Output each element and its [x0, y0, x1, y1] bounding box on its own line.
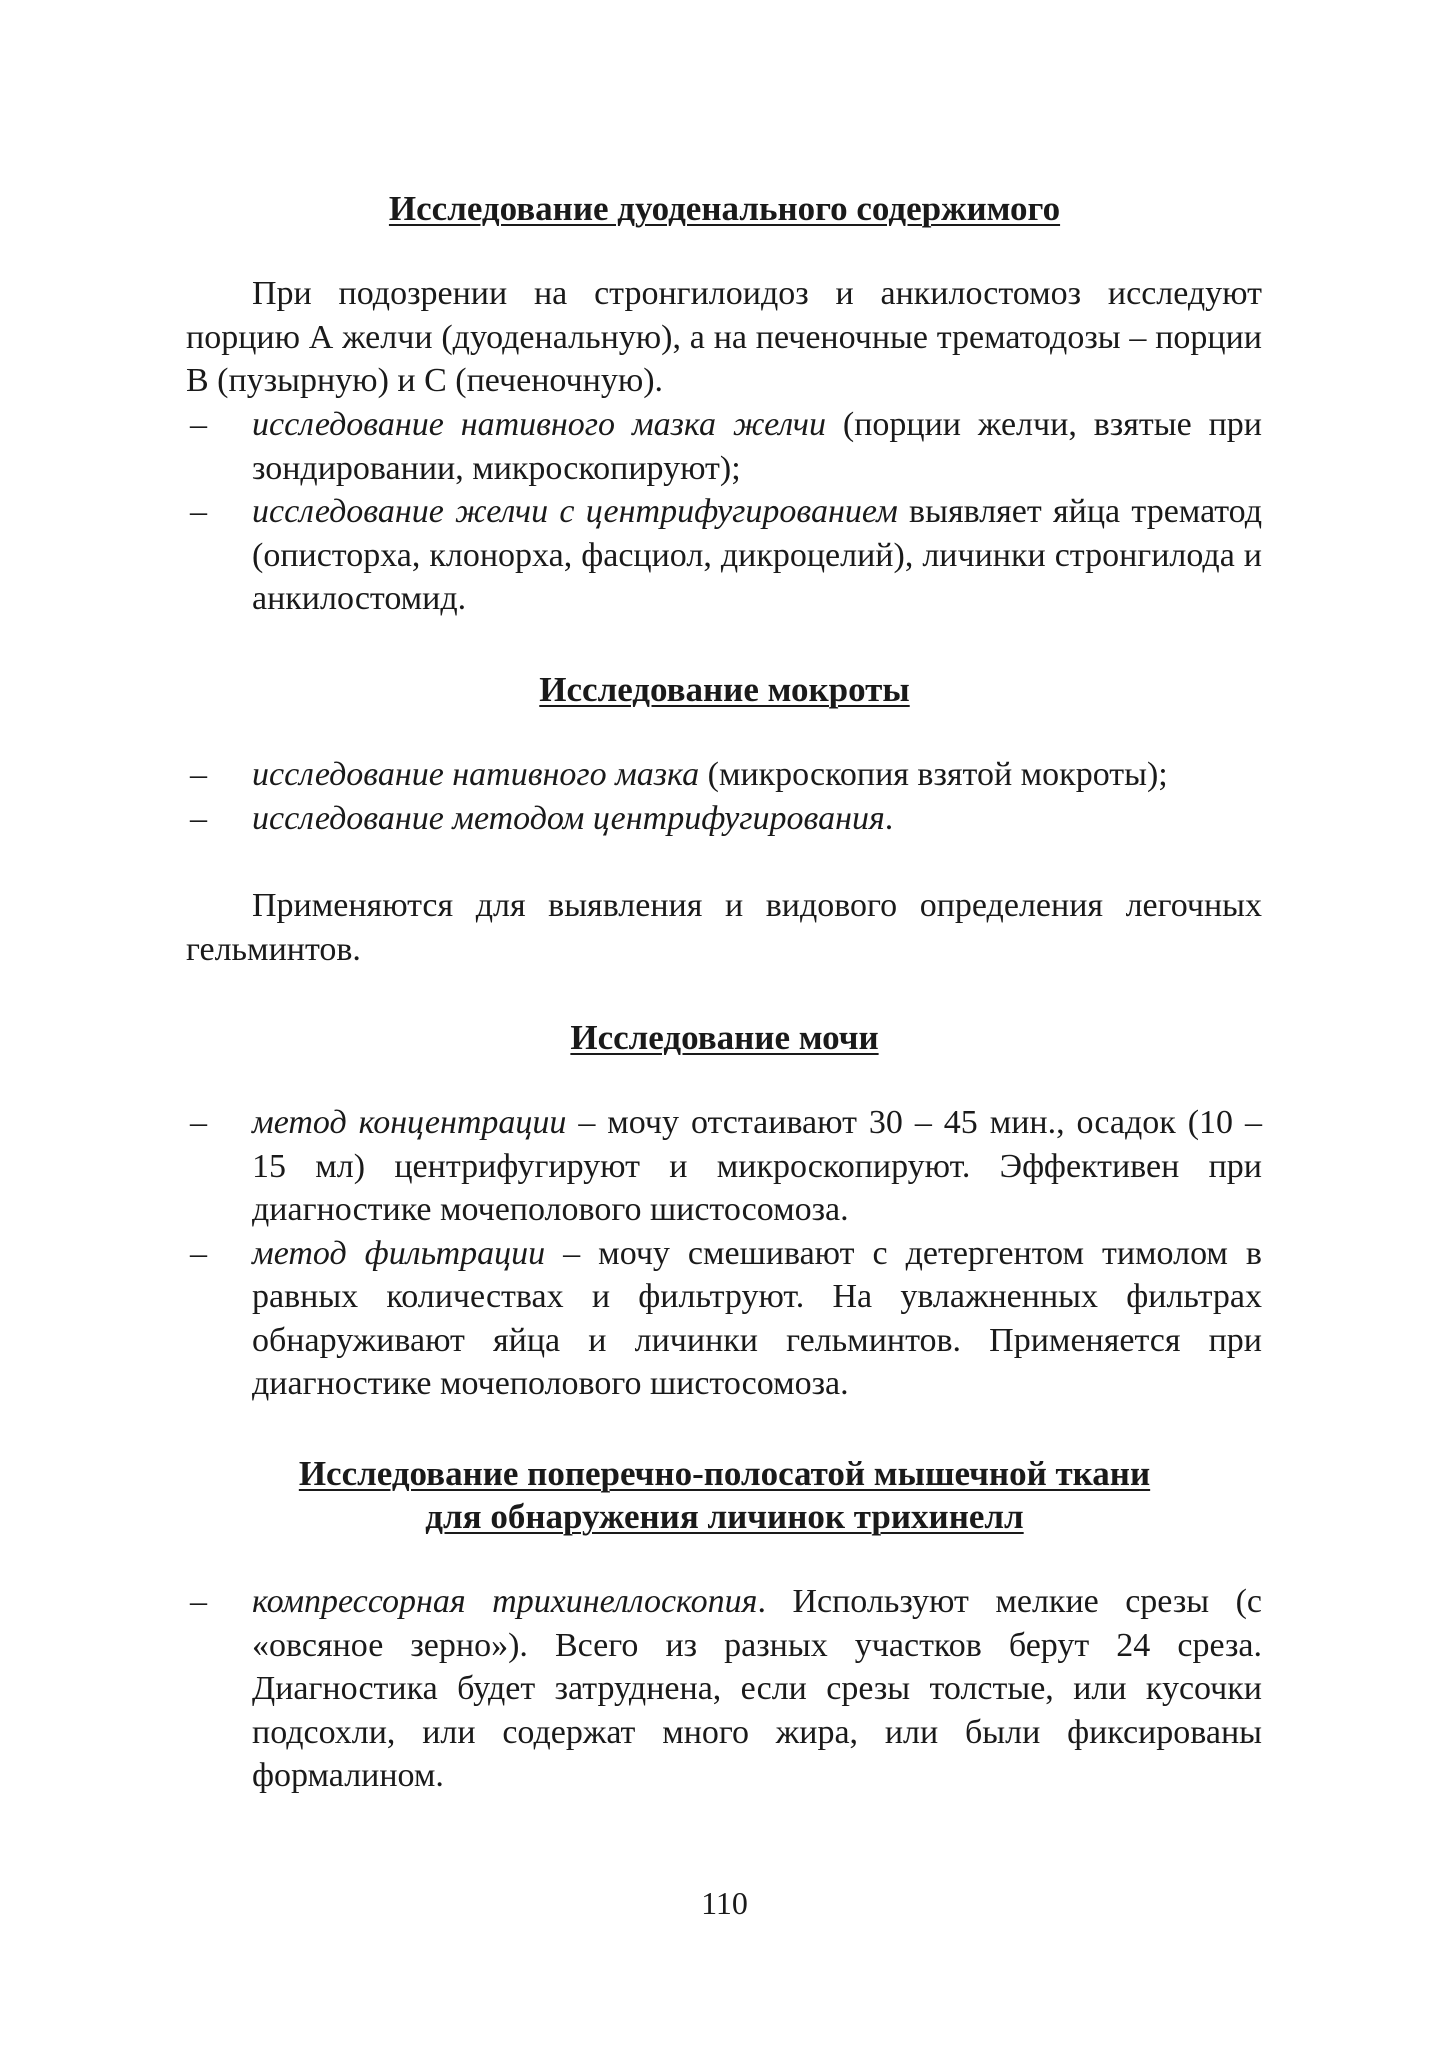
list-item-term: исследование нативного мазка: [252, 756, 700, 793]
list-duodenal: [186, 403, 1262, 621]
list-item-term: исследование желчи с центрифугированием: [252, 493, 898, 530]
list-dash: –: [190, 756, 207, 793]
section-heading-urine: Исследование мочи: [570, 1018, 879, 1057]
list-item-term: исследование методом центрифугирования: [252, 799, 885, 837]
paragraph-sputum-outro: Применяются для выявления и видового определения легочных гельминтов.: [186, 887, 1262, 968]
list-item: [186, 403, 1262, 490]
list-item: [186, 490, 1262, 621]
list-item-text: (порции желчи, взятые при зондировании, микроскопируют);: [252, 406, 1262, 487]
section-heading-sputum: Исследование мокроты: [539, 670, 910, 709]
list-item-term: исследование нативного мазка желчи: [252, 406, 826, 443]
list-item: [186, 753, 1262, 797]
list-item-text: – мочу отстаивают 30 – 45 мин., осадок (10 – 15 мл) центрифугируют и микроскопируют. Эффективен при диагностике мочеполового шистосомоза.: [252, 1104, 1262, 1228]
page-number: 110: [701, 1885, 748, 1921]
list-dash: –: [190, 1583, 207, 1620]
list-item-term: метод концентрации: [252, 1104, 567, 1141]
list-item-text: . Используют мелкие срезы (с «овсяное зерно»). Всего из разных участков берут 24 среза. Диагностика будет затруднена, если срезы толстые, или кусочки подсохли, или содержат много жира, или были фиксированы формалином.: [252, 1583, 1262, 1794]
list-item: [186, 797, 1262, 841]
list-item-text: выявляет яйца трематод (описторха, клонорха, фасциол, дикроцелий), личинки стронгилода и анкилостомид.: [252, 493, 1263, 617]
list-dash: –: [190, 1234, 207, 1272]
list-sputum: [186, 753, 1262, 840]
paragraph-duodenal-intro: При подозрении на стронгилоидоз и анкилостомоз исследуют порцию А желчи (дуоденальную), а на печеночные трематодозы – порции В (пузырную) и С (печеночную).: [186, 275, 1262, 399]
list-urine: [186, 1101, 1262, 1406]
list-trichinella: [186, 1580, 1262, 1798]
list-item-text: – мочу смешивают с детергентом тимолом в равных количествах и фильтруют. На увлажненных фильтрах обнаруживают яйца и личинки гельминтов. Применяется при диагностике мочеполового шистосомоза.: [252, 1234, 1262, 1402]
section-heading-trichinella: Исследование поперечно-полосатой мышечной ткани для обнаружения личинок трихинелл: [298, 1454, 1151, 1536]
list-item: [186, 1101, 1262, 1232]
list-item: [186, 1580, 1262, 1798]
list-item-term: метод фильтрации: [252, 1234, 546, 1272]
list-item-text: (микроскопия взятой мокроты);: [699, 756, 1168, 793]
list-dash: –: [190, 1104, 207, 1141]
list-item-text: .: [884, 799, 894, 837]
list-dash: –: [190, 799, 207, 837]
list-dash: –: [190, 406, 207, 443]
list-item-term: компрессорная трихинеллоскопия: [252, 1583, 758, 1620]
list-item: [186, 1232, 1262, 1406]
list-dash: –: [190, 493, 207, 530]
section-heading-duodenal: Исследование дуоденального содержимого: [388, 189, 1061, 228]
